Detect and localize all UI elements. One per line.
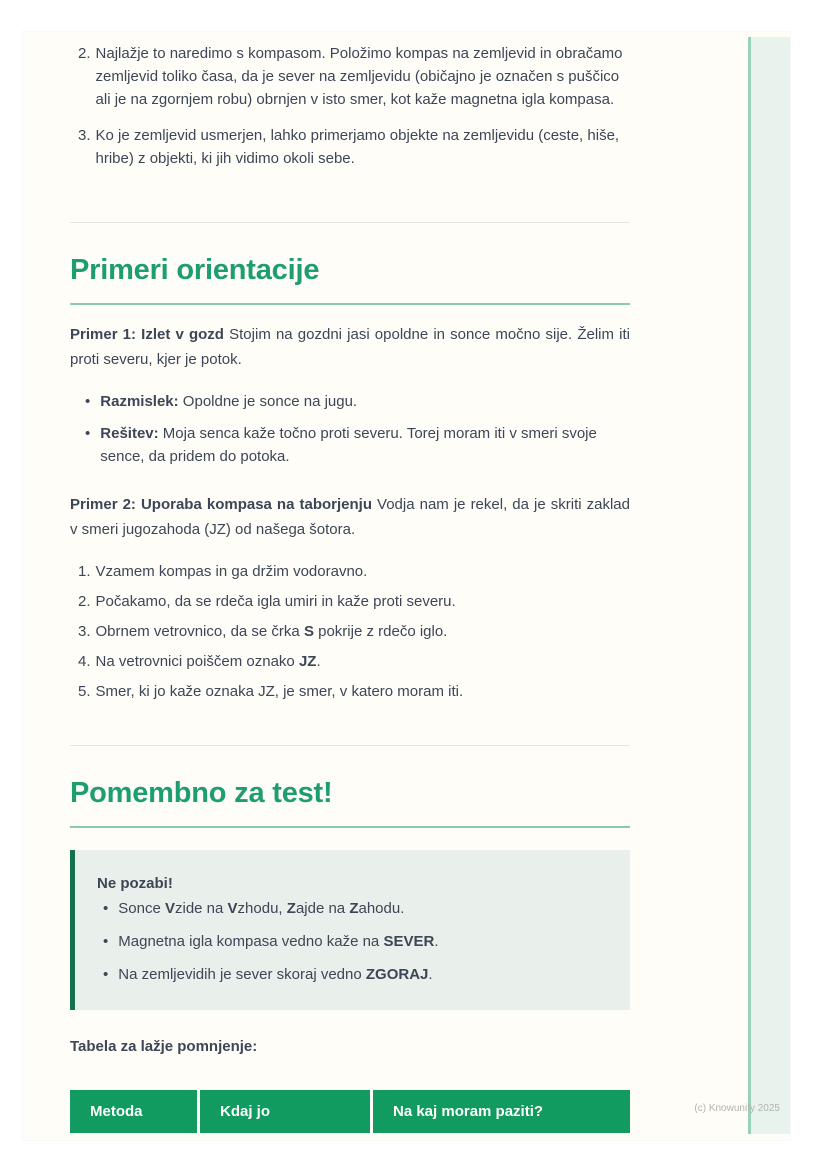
list-item-text: Vzamem kompas in ga držim vodoravno. — [95, 563, 368, 580]
list-item-text: Na zemljevidih je sever skoraj vedno ZGORAJ. — [118, 966, 433, 983]
list-item-text: Na vetrovnici poiščem oznako JZ. — [95, 653, 321, 670]
primer-1-bullet-list — [70, 390, 630, 477]
bullet-dot-icon: • — [103, 933, 109, 950]
list-item — [70, 620, 630, 643]
table-header-na-kaj-moram-paziti: Na kaj moram paziti? — [373, 1090, 630, 1133]
list-item — [70, 590, 630, 613]
callout-title: Ne pozabi! — [97, 875, 173, 892]
list-item-number: 3. — [78, 127, 91, 144]
bullet-dot-icon: • — [85, 393, 91, 410]
paragraph-primer-2: Primer 2: Uporaba kompasa na taborjenju Vodja nam je rekel, da je skriti zaklad v smeri jugozahoda (JZ) od našega šotora. — [70, 496, 630, 538]
compass-steps-list — [70, 560, 630, 710]
section-heading-primeri-orientacije: Primeri orientacije — [70, 249, 630, 305]
list-item — [70, 42, 630, 111]
map-orientation-steps-list — [70, 42, 630, 183]
list-item — [70, 680, 630, 703]
document-page — [23, 32, 790, 1140]
page-accent-bar — [748, 37, 790, 1134]
list-item-text: Najlažje to naredimo s kompasom. Položimo kompas na zemljevid in obračamo zemljevid toliko časa, da je sever na zemljevidu (običajno je označen s puščico ali je na zgornjem robu) obrnjen v isto smer, kot kaže magnetna igla kompasa. — [95, 45, 623, 108]
table-header-kdaj-jo: Kdaj jo — [200, 1090, 370, 1133]
bullet-dot-icon: • — [103, 900, 109, 917]
list-item-text: Sonce Vzide na Vzhodu, Zajde na Zahodu. — [118, 900, 405, 917]
bullet-dot-icon: • — [85, 425, 91, 442]
list-item-number: 3. — [78, 623, 91, 640]
reminder-callout-box — [70, 850, 630, 1010]
list-item-text: Počakamo, da se rdeča igla umiri in kaže proti severu. — [95, 593, 456, 610]
section-divider — [70, 222, 630, 223]
memory-table-header-row — [70, 1090, 630, 1133]
list-item-text: Rešitev: Moja senca kaže točno proti severu. Torej moram iti v smeri svoje sence, da pridem do potoka. — [100, 425, 597, 465]
list-item-text: Obrnem vetrovnico, da se črka S pokrije z rdečo iglo. — [95, 623, 448, 640]
list-item — [70, 560, 630, 583]
list-item-number: 2. — [78, 45, 91, 62]
list-item — [70, 650, 630, 673]
table-header-metoda: Metoda — [70, 1090, 197, 1133]
list-item-number: 5. — [78, 683, 91, 700]
list-item-number: 1. — [78, 563, 91, 580]
copyright-watermark: (c) Knowunity 2025 — [694, 1103, 780, 1114]
callout-bullet-list — [97, 897, 606, 986]
list-item — [70, 422, 630, 468]
list-item-text: Ko je zemljevid usmerjen, lahko primerjamo objekte na zemljevidu (ceste, hiše, hribe) z objekti, ki jih vidimo okoli sebe. — [95, 127, 620, 167]
bullet-dot-icon: • — [103, 966, 109, 983]
list-item — [97, 930, 606, 953]
list-item-text: Razmislek: Opoldne je sonce na jugu. — [100, 393, 358, 410]
list-item — [70, 390, 630, 413]
list-item — [97, 897, 606, 920]
section-divider — [70, 745, 630, 746]
section-heading-pomembno-za-test: Pomembno za test! — [70, 772, 630, 828]
list-item-number: 2. — [78, 593, 91, 610]
list-item — [70, 124, 630, 170]
list-item — [97, 963, 606, 986]
list-item-text: Smer, ki jo kaže oznaka JZ, je smer, v katero moram iti. — [95, 683, 464, 700]
list-item-text: Magnetna igla kompasa vedno kaže na SEVER. — [118, 933, 439, 950]
paragraph-primer-1: Primer 1: Izlet v gozd Stojim na gozdni jasi opoldne in sonce močno sije. Želim iti proti severu, kjer je potok. — [70, 326, 630, 368]
table-caption: Tabela za lažje pomnjenje: — [70, 1038, 258, 1055]
list-item-number: 4. — [78, 653, 91, 670]
